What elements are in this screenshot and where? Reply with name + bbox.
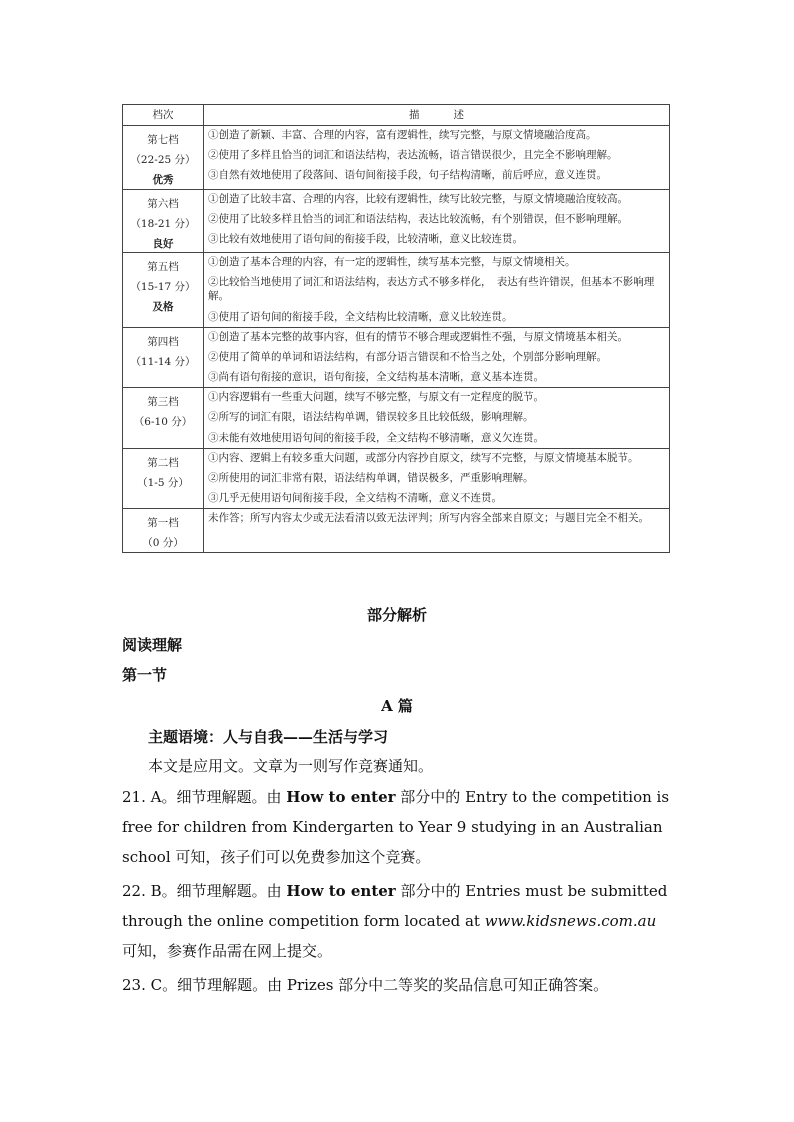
answer-21: 21. A。细节理解题。由 How to enter 部分中的 Entry to the competition is free for children from Kindergarten to Year 9 studying in an Australian school 可知，孩子们可以免费参加这个竞赛。 [122, 788, 670, 866]
level-name: 第二档 [147, 456, 179, 469]
desc-cell [204, 189, 670, 253]
level-tag: 优秀 [152, 174, 174, 187]
level-cell [123, 126, 204, 190]
table-row [123, 189, 670, 253]
level-name: 第三档 [147, 396, 179, 409]
desc-cell [204, 327, 670, 388]
desc-line: ①创造了基本完整的故事内容，但有的情节不够合理或逻辑性不强，与原文情境基本相关。 [208, 330, 628, 343]
table-row [123, 327, 670, 388]
desc-cell [204, 388, 670, 449]
table-row [123, 388, 670, 449]
intro-text: 本文是应用文。文章为一则写作竞赛通知。 [148, 757, 434, 775]
level-cell [123, 448, 204, 509]
level-score: （11-14 分） [130, 355, 196, 368]
part-title: 阅读理解 [122, 636, 183, 654]
desc-line: ①创造了比较丰富、合理的内容，比较有逻辑性，续写比较完整，与原文情境融洽度较高。 [208, 192, 628, 205]
level-cell [123, 327, 204, 388]
level-score: （1-5 分） [137, 476, 189, 489]
answer-22: 22. B。细节理解题。由 How to enter 部分中的 Entries must be submitted through the online competition form located at www.kidsnews.com.au 可知，参赛作品需在网上提交。 [122, 882, 668, 960]
desc-line: ③比较有效地使用了语句间的衔接手段，比较清晰，意义比较连贯。 [208, 232, 523, 245]
header-desc: 描述 [204, 105, 670, 126]
answer-23: 23. C。细节理解题。由 Prizes 部分中二等奖的奖品信息可知正确答案。 [122, 976, 609, 994]
level-cell [123, 388, 204, 449]
desc-cell [204, 126, 670, 190]
level-score: （0 分） [142, 537, 184, 550]
desc-line: ②使用了比较多样且恰当的词汇和语法结构，表达比较流畅，有个别错误，但不影响理解。 [208, 212, 628, 225]
level-score: （6-10 分） [133, 416, 193, 429]
header-level: 档次 [123, 105, 204, 126]
desc-line: ①内容、逻辑上有较多重大问题，或部分内容抄自原文，续写不完整，与原文情境基本脱节。 [208, 451, 639, 464]
desc-line: ②所使用的词汇非常有限，语法结构单调，错误极多，严重影响理解。 [208, 471, 534, 484]
desc-cell [204, 253, 670, 328]
desc-line: ③几乎无使用语句间衔接手段，全文结构不清晰，意义不连贯。 [208, 492, 502, 505]
table-row [123, 253, 670, 328]
desc-line: ①创造了基本合理的内容，有一定的逻辑性，续写基本完整，与原文情境相关。 [208, 256, 576, 269]
level-name: 第六档 [147, 197, 179, 210]
desc-line: ②使用了多样且恰当的词汇和语法结构，表达流畅，语言错误很少，且完全不影响理解。 [208, 149, 618, 162]
desc-cell [204, 448, 670, 509]
level-name: 第七档 [147, 134, 179, 146]
level-cell [123, 509, 204, 552]
level-cell [123, 189, 204, 253]
theme-line: 主题语境：人与自我——生活与学习 [148, 728, 389, 746]
scoring-rubric-table [122, 104, 670, 553]
table-header-row [123, 105, 670, 126]
table-row [123, 509, 670, 552]
desc-line: ①内容逻辑有一些重大问题，续写不够完整，与原文有一定程度的脱节。 [208, 391, 544, 404]
level-tag: 良好 [152, 237, 174, 250]
table-row [123, 126, 670, 190]
desc-line: ③未能有效地使用语句间的衔接手段，全文结构不够清晰，意义欠连贯。 [208, 431, 544, 444]
desc-line: ③自然有效地使用了段落间、语句间衔接手段，句子结构清晰，前后呼应，意义连贯。 [208, 169, 607, 182]
desc-line: 未作答；所写内容太少或无法看清以致无法评判；所写内容全部来自原文；与题目完全不相关。 [208, 512, 649, 525]
section-title: 部分解析 [366, 606, 427, 624]
level-score: （15-17 分） [130, 281, 196, 294]
desc-line: ②使用了简单的单词和语法结构，有部分语言错误和不恰当之处，个别部分影响理解。 [208, 350, 607, 363]
level-tag: 及格 [152, 301, 174, 314]
level-name: 第四档 [147, 335, 179, 348]
desc-line: ③使用了语句间的衔接手段，全文结构比较清晰，意义比较连贯。 [208, 310, 513, 323]
desc-cell [204, 509, 670, 552]
desc-line: ②所写的词汇有限，语法结构单调，错误较多且比较低级，影响理解。 [208, 411, 534, 424]
level-name: 第五档 [147, 261, 179, 274]
level-name: 第一档 [147, 517, 179, 530]
desc-line: ②比较恰当地使用了词汇和语法结构，表达方式不够多样化， 表达有些许错误，但基本不影响理解。 [208, 276, 655, 303]
passage-title: A 篇 [381, 697, 413, 715]
level-cell [123, 253, 204, 328]
desc-line: ③尚有语句衔接的意识，语句衔接，全文结构基本清晰，意义基本连贯。 [208, 371, 544, 384]
level-score: （18-21 分） [130, 217, 196, 230]
table-row [123, 448, 670, 509]
level-score: （22-25 分） [130, 154, 196, 167]
section-one-title: 第一节 [122, 666, 168, 684]
desc-line: ①创造了新颖、丰富、合理的内容，富有逻辑性，续写完整，与原文情境融洽度高。 [208, 129, 597, 141]
